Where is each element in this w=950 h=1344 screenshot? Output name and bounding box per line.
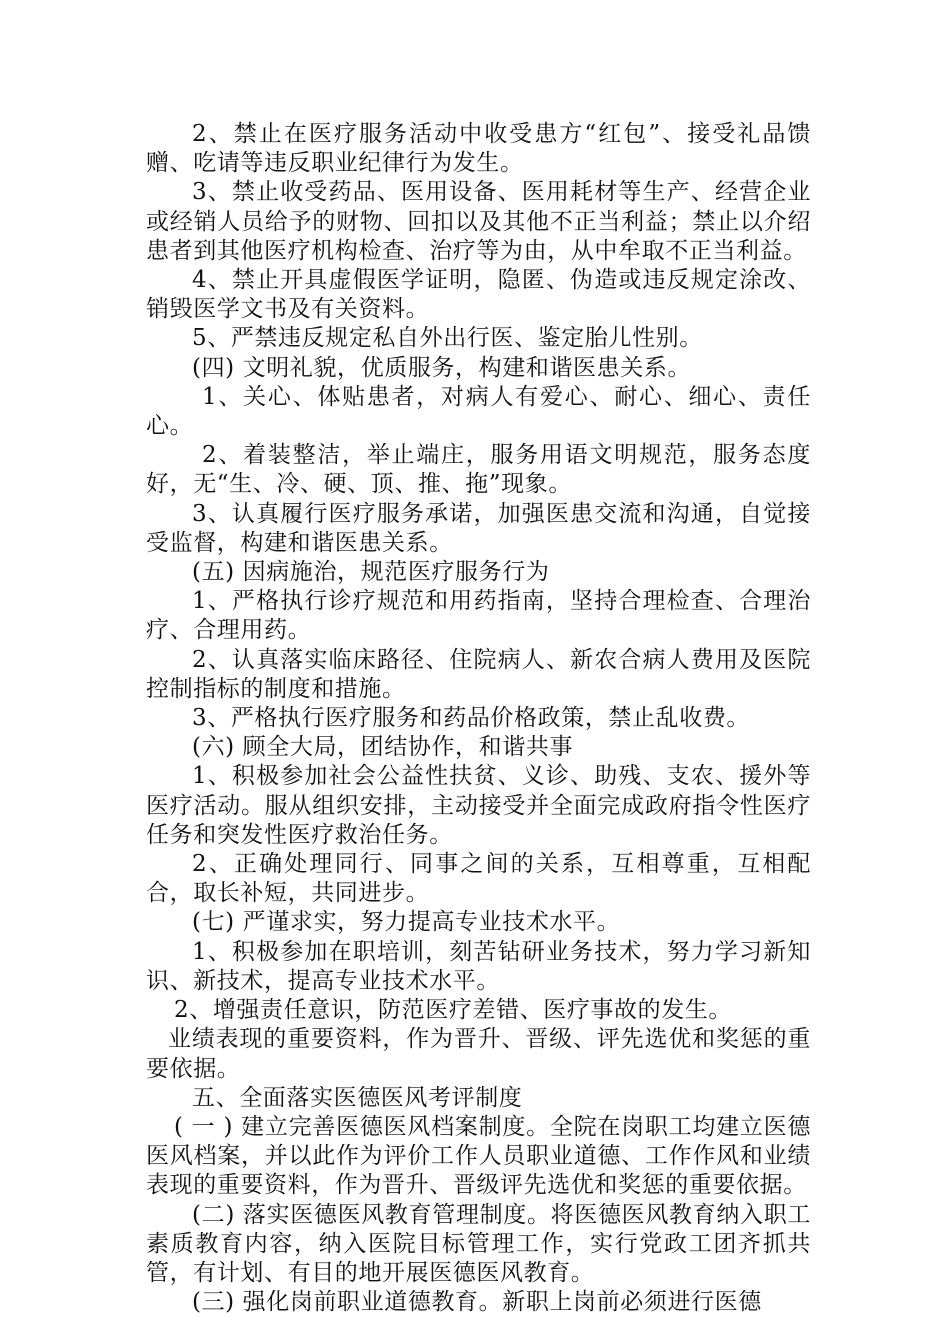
paragraph: (三) 强化岗前职业道德教育。新职上岗前必须进行医德 (192, 1289, 762, 1316)
paragraph: (二) 落实医德医风教育管理制度。将医德医风教育纳入职工素质教育内容，纳入医院目标管理工作，实行党政工团齐抓共管，有计划、有目的地开展医德医风教育。 (146, 1201, 811, 1286)
paragraph: 4、禁止开具虚假医学证明，隐匿、伪造或违反规定涂改、销毁医学文书及有关资料。 (146, 267, 811, 323)
section-heading: (四) 文明礼貌，优质服务，构建和谐医患关系。 (192, 354, 692, 381)
section-heading: (六) 顾全大局，团结协作，和谐共事 (192, 734, 574, 761)
paragraph: 1、积极参加在职培训，刻苦钻研业务技术，努力学习新知识、新技术，提高专业技术水平。 (146, 938, 811, 994)
paragraph: 1、关心、体贴患者，对病人有爱心、耐心、细心、责任心。 (146, 383, 811, 440)
section-heading: (五) 因病施治，规范医疗服务行为 (192, 559, 550, 586)
paragraph: 2、着装整洁，举止端庄，服务用语文明规范，服务态度好，无“生、冷、硬、顶、推、拖”现象。 (146, 442, 811, 498)
paragraph: 3、认真履行医疗服务承诺，加强医患交流和沟通，自觉接受监督，构建和谐医患关系。 (146, 500, 811, 556)
paragraph: 1、严格执行诊疗规范和用药指南，坚持合理检查、合理治疗、合理用药。 (146, 588, 811, 644)
paragraph: ( 一 ) 建立完善医德医风档案制度。全院在岗职工均建立医德医风档案，并以此作为评价工作人员职业道德、工作作风和业绩表现的重要资料，作为晋升、晋级评先选优和奖惩的重要依据。 (146, 1113, 811, 1199)
paragraph: 2、认真落实临床路径、住院病人、新农合病人费用及医院控制指标的制度和措施。 (146, 646, 811, 702)
paragraph: 2、正确处理同行、同事之间的关系，互相尊重，互相配合，取长补短，共同进步。 (146, 851, 811, 907)
document-body (146, 120, 811, 1317)
section-heading: 五、全面落实医德医风考评制度 (192, 1084, 523, 1111)
paragraph: 1、积极参加社会公益性扶贫、义诊、助残、支农、援外等医疗活动。服从组织安排，主动接受并全面完成政府指令性医疗任务和突发性医疗救治任务。 (146, 763, 811, 848)
paragraph: 5、严禁违反规定私自外出行医、鉴定胎儿性别。 (192, 325, 703, 352)
paragraph: 3、禁止收受药品、医用设备、医用耗材等生产、经营企业或经销人员给予的财物、回扣以及其他不正当利益；禁止以介绍患者到其他医疗机构检查、治疗等为由，从中牟取不正当利益。 (146, 179, 811, 264)
paragraph: 业绩表现的重要资料，作为晋升、晋级、评先选优和奖惩的重要依据。 (146, 1026, 811, 1082)
section-heading: (七) 严谨求实，努力提高专业技术水平。 (192, 909, 621, 936)
paragraph: 2、增强责任意识，防范医疗差错、医疗事故的发生。 (174, 997, 733, 1024)
paragraph: 2、禁止在医疗服务活动中收受患方“红包”、接受礼品馈赠、吃请等违反职业纪律行为发生。 (146, 121, 811, 177)
paragraph: 3、严格执行医疗服务和药品价格政策，禁止乱收费。 (192, 705, 751, 732)
